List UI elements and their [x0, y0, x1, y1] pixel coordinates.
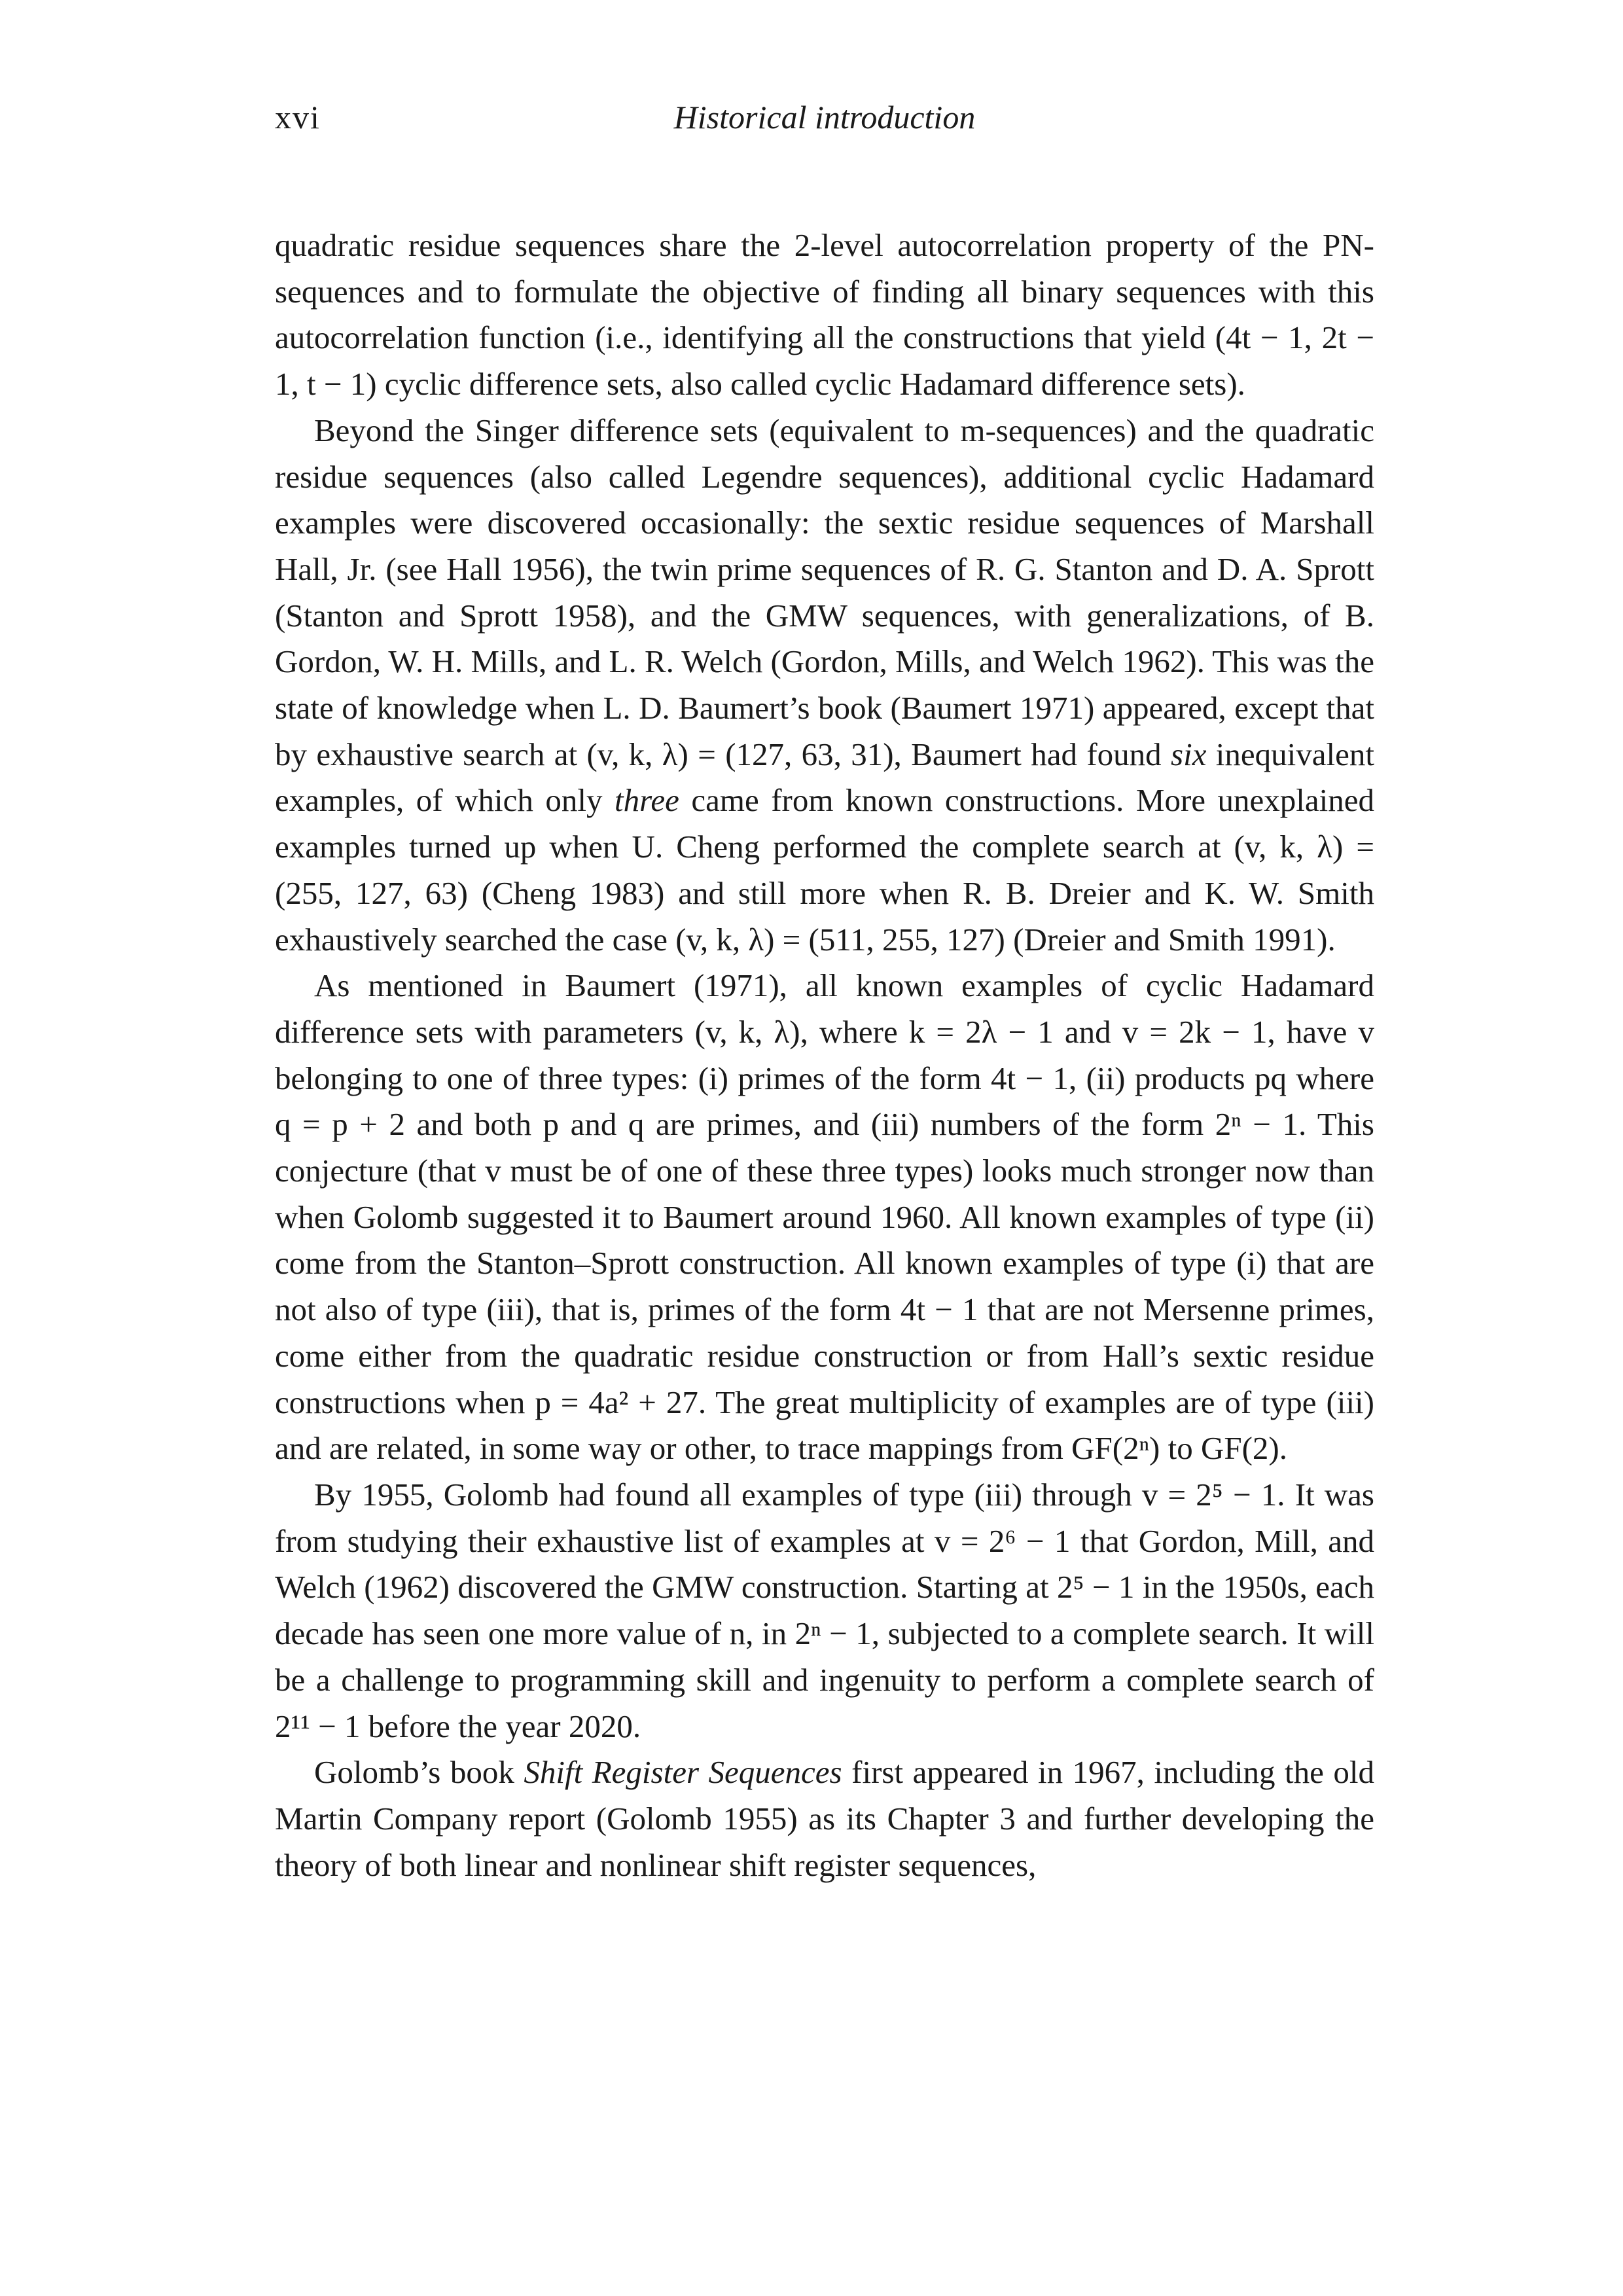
italic-text-segment: Shift Register Sequences [524, 1754, 842, 1791]
page-number: xvi [275, 99, 321, 135]
paragraph [275, 1749, 1374, 1888]
text-segment: quadratic residue sequences share the 2-level autocorrelation property of the PN-sequences and to formulate the objective of finding all binary sequences with this autocorrelation function (i.e., identifying all the constructions that yield (4t − 1, 2t − 1, t − 1) cyclic difference sets, also called cyclic Hadamard difference sets). [275, 227, 1374, 403]
text-segment: By 1955, Golomb had found all examples of type (iii) through v = 2⁵ − 1. It was from studying their exhaustive list of examples at v = 2⁶ − 1 that Gordon, Mill, and Welch (1962) discovered the GMW construction. Starting at 2⁵ − 1 in the 1950s, each decade has seen one more value of n, in 2ⁿ − 1, subjected to a complete search. It will be a challenge to programming skill and ingenuity to perform a complete search of 2¹¹ − 1 before the year 2020. [275, 1476, 1374, 1744]
paragraph [275, 223, 1374, 408]
paragraph [275, 1472, 1374, 1749]
text-segment: Beyond the Singer difference sets (equivalent to m-sequences) and the quadratic residue sequences (also called Legendre sequences), additional cyclic Hadamard examples were discovered occasionally: the sextic residue sequences of Marshall Hall, Jr. (see Hall 1956), the twin prime sequences of R. G. Stanton and D. A. Sprott (Stanton and Sprott 1958), and the GMW sequences, with generalizations, of B. Gordon, W. H. Mills, and L. R. Welch (Gordon, Mills, and Welch 1962). This was the state of knowledge when L. D. Baumert’s book (Baumert 1971) appeared, except that by exhaustive search at (v, k, λ) = (127, 63, 31), Baumert had found [275, 412, 1374, 772]
paragraph [275, 963, 1374, 1472]
text-body [275, 223, 1374, 1888]
running-title: Historical introduction [673, 99, 976, 135]
paragraph [275, 408, 1374, 963]
page-header [275, 98, 1374, 151]
italic-text-segment: six [1171, 736, 1207, 772]
text-segment: first appeared in 1967, including the old Martin Company report (Golomb 1955) as its Chapter 3 and further developing the theory of both linear and nonlinear shift register sequences, [275, 1754, 1374, 1883]
italic-text-segment: three [614, 782, 679, 819]
text-segment: Golomb’s book [314, 1754, 524, 1791]
text-segment: came from known constructions. More unexplained examples turned up when U. Cheng performed the complete search at (v, k, λ) = (255, 127, 63) (Cheng 1983) and still more when R. B. Dreier and K. W. Smith exhaustively searched the case (v, k, λ) = (511, 255, 127) (Dreier and Smith 1991). [275, 782, 1374, 958]
text-segment: As mentioned in Baumert (1971), all known examples of cyclic Hadamard difference sets with parameters (v, k, λ), where k = 2λ − 1 and v = 2k − 1, have v belonging to one of three types: (i) primes of the form 4t − 1, (ii) products pq where q = p + 2 and both p and q are primes, and (iii) numbers of the form 2ⁿ − 1. This conjecture (that v must be of one of these three types) looks much stronger now than when Golomb suggested it to Baumert around 1960. All known examples of type (ii) come from the Stanton–Sprott construction. All known examples of type (i) that are not also of type (iii), that is, primes of the form 4t − 1 that are not Mersenne primes, come either from the quadratic residue construction or from Hall’s sextic residue constructions when p = 4a² + 27. The great multiplicity of examples are of type (iii) and are related, in some way or other, to trace mappings from GF(2ⁿ) to GF(2). [275, 967, 1374, 1467]
text-segment: inequivalent examples, of which only [275, 736, 1375, 819]
